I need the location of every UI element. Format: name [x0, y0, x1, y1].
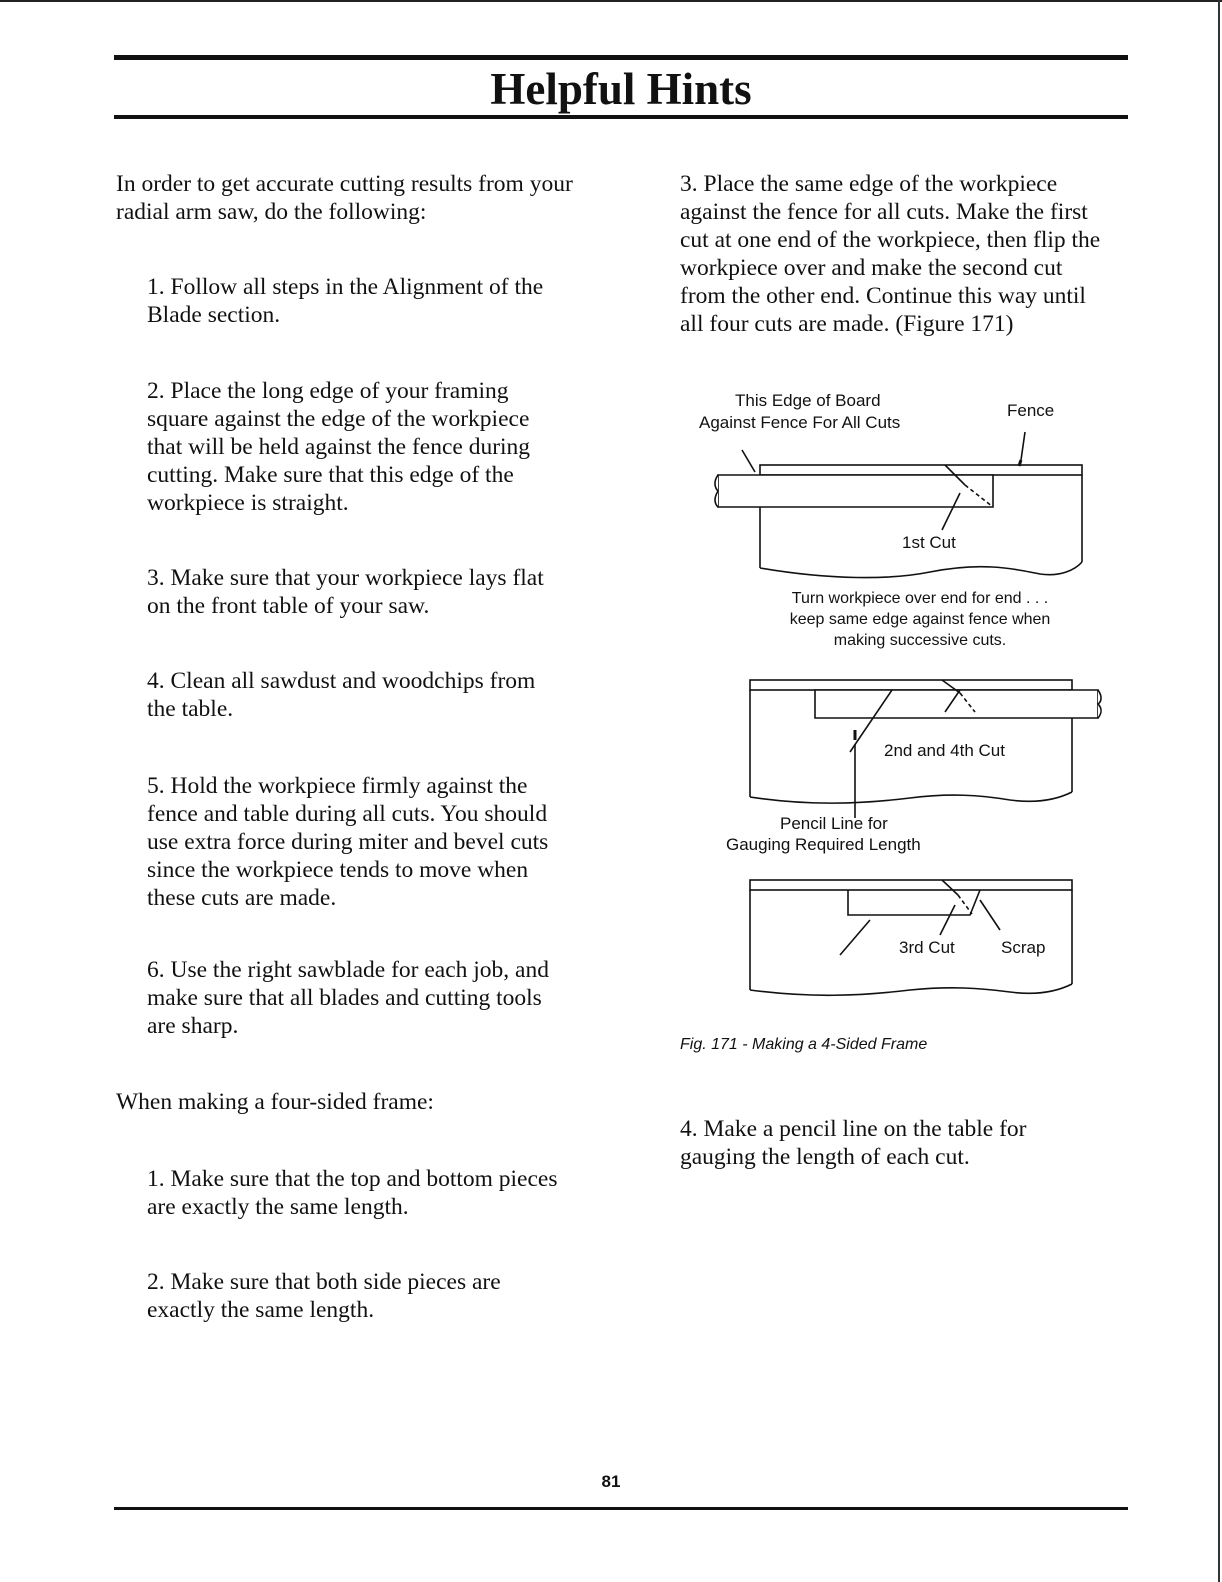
fence-bar-3: [750, 880, 1072, 890]
right-step-3: 3. Place the same edge of the workpiece against the fence for all cuts. Make the first cut at one end of the workpiece, then flip the workpiece over and make the second cut from the other end. Continue this way until all four cuts are made. (Figure 171): [680, 171, 1101, 337]
header-rule-top: [114, 55, 1128, 60]
leader-fence: [1021, 432, 1025, 460]
diagram-panel-first-cut: [715, 432, 1082, 578]
frame-step-1: 1. Make sure that the top and bottom pieces are exactly the same length.: [147, 1166, 558, 1220]
blade-line-3a: [942, 880, 958, 895]
arrow-fence: [1019, 460, 1021, 466]
figure-caption: Fig. 171 - Making a 4-Sided Frame: [680, 1036, 928, 1053]
frame-cutting-diagram: [680, 390, 1120, 1070]
figure-171: [680, 390, 1120, 1070]
label-edge-line-1: This Edge of Board: [735, 391, 881, 410]
workpiece-end-2: [1098, 690, 1101, 718]
page-edge-right: [1218, 0, 1220, 1582]
hint-step-5: 5. Hold the workpiece firmly against the fence and table during all cuts. You should use extra force during miter and bevel cuts since the workpiece tends to move when these cuts are made.: [147, 773, 549, 911]
page-number: 81: [601, 1472, 621, 1491]
page-title: Helpful Hints: [490, 64, 752, 114]
leader-third-cut: [940, 905, 955, 935]
workpiece-1: [718, 475, 993, 507]
intro-paragraph: In order to get accurate cutting results from your radial arm saw, do the following:: [116, 171, 573, 225]
label-second-fourth-cut: 2nd and 4th Cut: [884, 741, 1005, 760]
hint-step-3: 3. Make sure that your workpiece lays flat on the front table of your saw.: [147, 565, 544, 619]
label-pencil-line-1: Pencil Line for: [780, 814, 888, 833]
label-third-cut: 3rd Cut: [899, 938, 955, 957]
leader-edge: [742, 450, 755, 472]
fence-bar-2: [750, 680, 1072, 690]
workpiece-end-1: [715, 475, 718, 507]
blade-line-3b: [958, 895, 972, 914]
caption-turn-line-2: keep same edge against fence when: [789, 611, 1051, 628]
hint-step-1: 1. Follow all steps in the Alignment of the Blade section.: [147, 274, 544, 328]
hint-step-2: 2. Place the long edge of your framing square against the edge of the workpiece that will be held against the fence during cutting. Make sure that this edge of the workpiece is straight.: [147, 378, 531, 516]
hint-step-4: 4. Clean all sawdust and woodchips from the table.: [147, 668, 536, 722]
leader-scrap: [980, 900, 1000, 930]
fence-bar-1: [760, 465, 1082, 475]
header-rule-bottom: [114, 115, 1128, 119]
label-edge-line-2: Against Fence For All Cuts: [699, 413, 901, 432]
footer-rule: [114, 1507, 1128, 1510]
page-edge-top: [0, 0, 1222, 2]
table-break-3: [750, 984, 1072, 995]
frame-intro: When making a four-sided frame:: [116, 1089, 434, 1115]
right-step-4: 4. Make a pencil line on the table for gauging the length of each cut.: [680, 1116, 1027, 1170]
pencil-line-3: [840, 920, 870, 955]
caption-turn-line-1: Turn workpiece over end for end . . .: [791, 590, 1049, 607]
caption-turn-line-3: making successive cuts.: [833, 632, 1007, 649]
label-scrap: Scrap: [1001, 938, 1046, 957]
label-pencil-line-2: Gauging Required Length: [726, 835, 921, 854]
label-fence: Fence: [1007, 401, 1055, 420]
table-break-1: [760, 562, 1082, 578]
workpiece-3: [848, 890, 980, 915]
table-break-2: [750, 792, 1072, 803]
frame-step-2: 2. Make sure that both side pieces are exactly the same length.: [147, 1269, 501, 1323]
label-first-cut: 1st Cut: [902, 533, 956, 552]
hint-step-6: 6. Use the right sawblade for each job, and make sure that all blades and cutting tools are sharp.: [147, 957, 549, 1039]
